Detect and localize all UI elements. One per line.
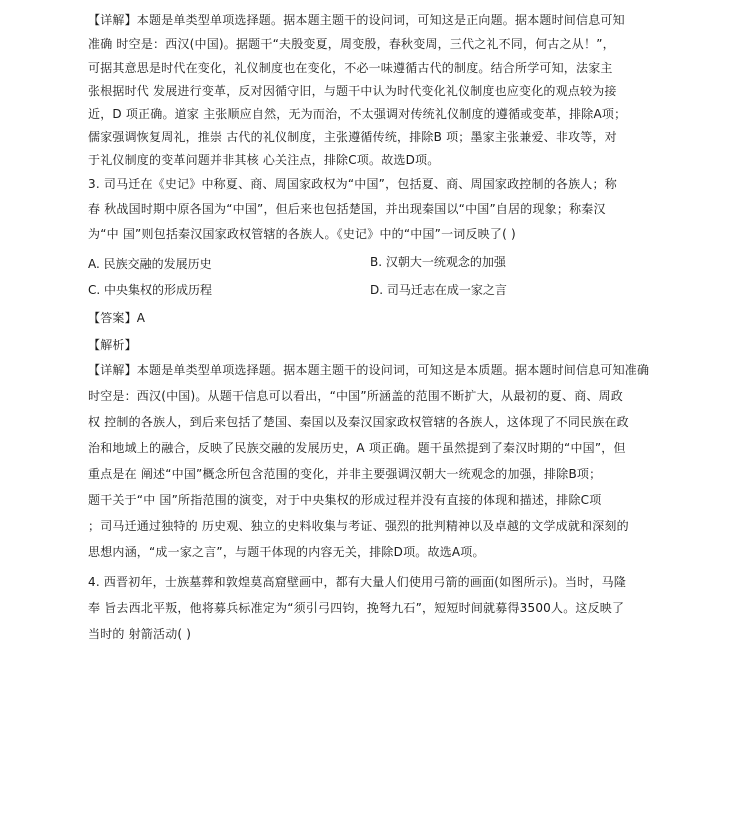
q3-explanation-line: ；司马迁通过独特的 历史观、独立的史料收集与考证、强烈的批判精神以及卓越的文学成就和深刻的 [88,519,629,533]
q2-explanation-line: 于礼仪制度的变革问题并非其核 心关注点，排除C项。故选D项。 [88,153,440,167]
q3-explanation-line: 重点是在 阐述“中国”概念所包含范围的变化，并非主要强调汉朝大一统观念的加强，排除B项； [88,467,602,481]
q3-stem-line: 春 秋战国时期中原各国为“中国”，但后来也包括楚国，并出现秦国以“中国”自居的现象；称秦汉 [88,202,606,216]
q3-answer: 【答案】A [88,311,146,325]
q2-explanation-line: 张根据时代 发展进行变革，反对因循守旧，与题干中认为时代变化礼仪制度也应变化的观点较为接 [88,84,617,98]
q3-explanation-line: 权 控制的各族人，到后来包括了楚国、秦国以及秦汉国家政权管辖的各族人，这体现了不同民族在政 [88,415,629,429]
q4-stem-line: 4. 西晋初年，士族墓葬和敦煌莫高窟壁画中，都有大量人们使用弓箭的画面(如图所示)。当时，马隆 [88,575,627,589]
q4-stem-line: 当时的 射箭活动( ) [88,627,192,641]
q2-explanation-line: 可据其意思是时代在变化，礼仪制度也在变化，不必一味遵循古代的制度。结合所学可知，法家主 [88,61,613,75]
q3-stem-line: 3. 司马迁在《史记》中称夏、商、周国家政权为“中国”，包括夏、商、周国家政控制的各族人；称 [88,177,617,191]
q2-explanation-line: 儒家强调恢复周礼，推崇 古代的礼仪制度，主张遵循传统，排除B 项；墨家主张兼爱、非攻等，对 [88,130,617,144]
q3-stem-line: 为“中 国”则包括秦汉国家政权管辖的各族人。《史记》中的“中国”一词反映了( ) [88,227,516,241]
q3-analysis-heading: 【解析】 [88,338,137,352]
q3-explanation-line: 治和地域上的融合，反映了民族交融的发展历史，A 项正确。题干虽然提到了秦汉时期的“中国”，但 [88,441,626,455]
q3-explanation-line: 思想内涵，“成一家之言”，与题干体现的内容无关，排除D项。故选A项。 [88,545,485,559]
q2-explanation-line: 近，D 项正确。道家 主张顺应自然，无为而治，不太强调对传统礼仪制度的遵循或变革，排除A项； [88,107,627,121]
q3-explanation-line: 题干关于“中 国”所指范围的演变，对于中央集权的形成过程并没有直接的体现和描述，排除C项 [88,493,602,507]
q4-stem-line: 奉 旨去西北平叛，他将募兵标准定为“须引弓四钧，挽弩九石”，短短时间就募得3500人。这反映了 [88,601,625,615]
q2-explanation-line: 【详解】本题是单类型单项选择题。据本题主题干的设问词，可知这是正向题。据本题时间信息可知 [88,13,625,27]
q3-explanation-line: 【详解】本题是单类型单项选择题。据本题主题干的设问词，可知这是本质题。据本题时间信息可知准确 [88,363,650,377]
q3-option-d: D. 司马迁志在成一家之言 [370,283,507,297]
q3-option-c: C. 中央集权的形成历程 [88,283,213,297]
q2-explanation-line: 准确 时空是：西汉(中国)。据题干“夫殷变夏，周变殷，春秋变周，三代之礼不同，何古之从！”， [88,37,615,51]
q3-option-a: A. 民族交融的发展历史 [88,257,212,271]
q3-option-b: B. 汉朝大一统观念的加强 [370,255,506,269]
q3-explanation-line: 时空是：西汉(中国)。从题干信息可以看出，“中国”所涵盖的范围不断扩大，从最初的夏、商、周政 [88,389,624,403]
